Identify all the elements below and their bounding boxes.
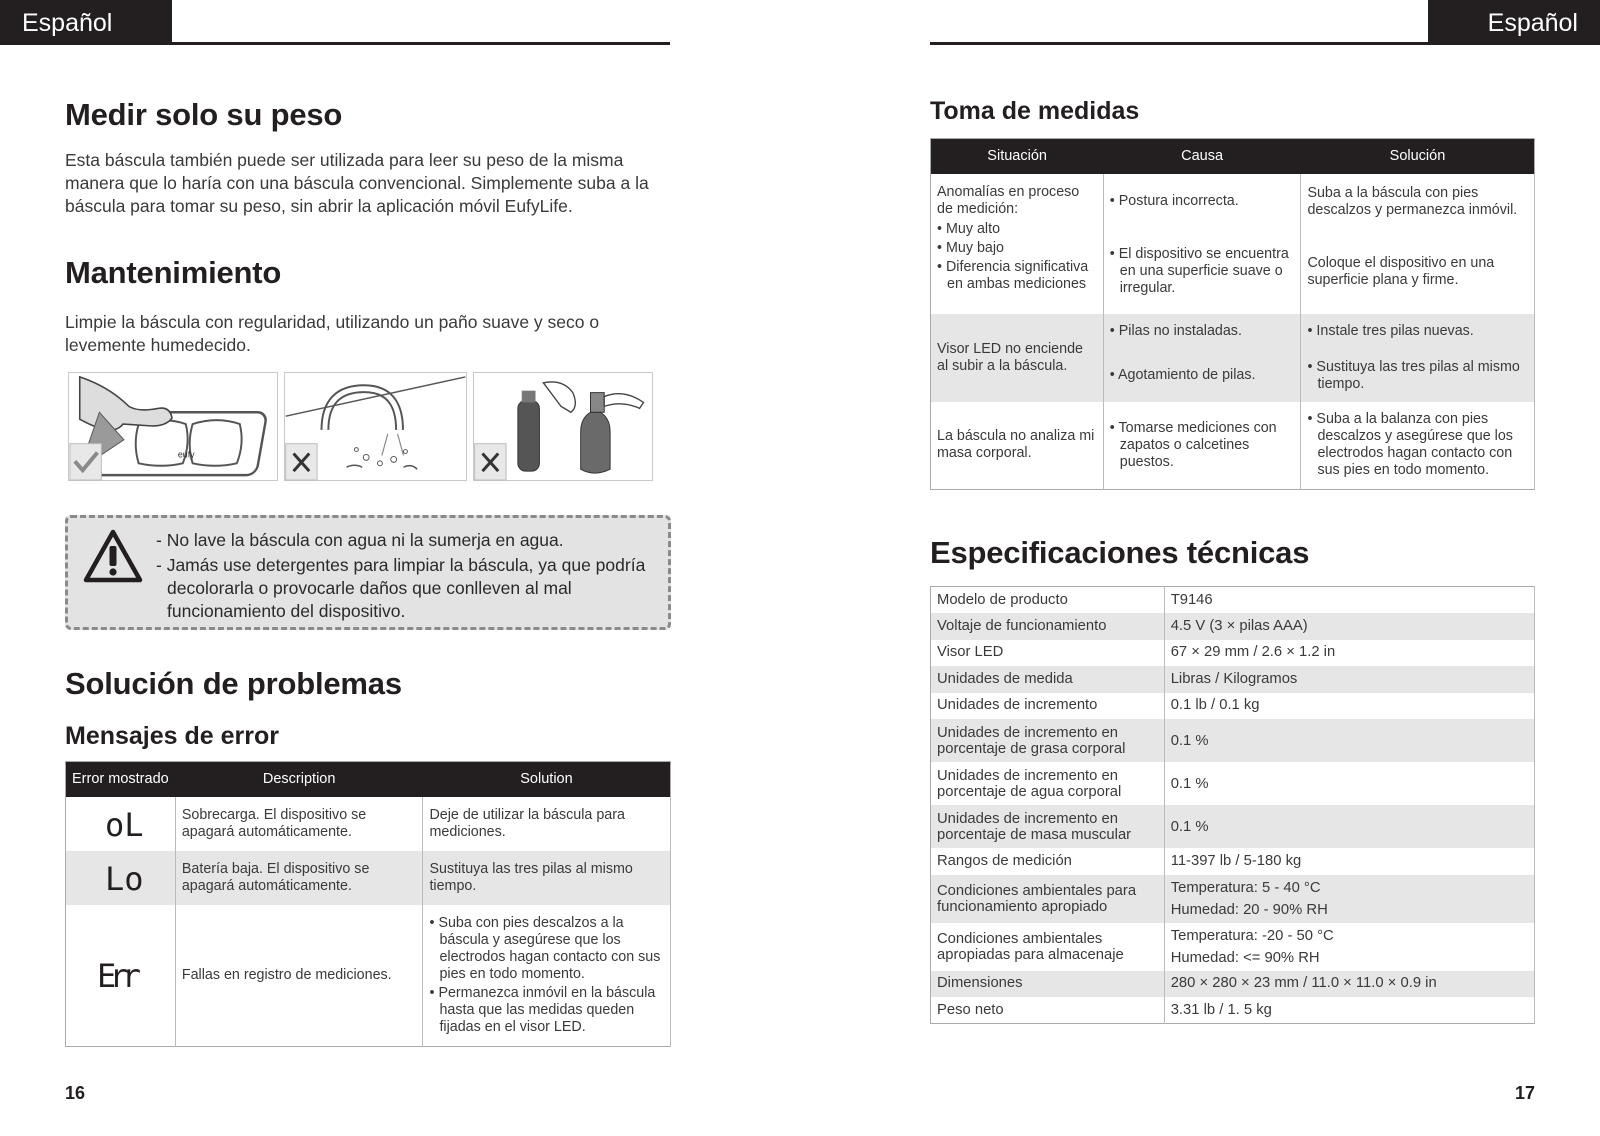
spec-value: T9146 — [1164, 587, 1534, 614]
column-header: Description — [175, 762, 423, 797]
error-messages-table — [65, 761, 671, 1047]
spec-value: Humedad: 20 - 90% RH — [1170, 901, 1328, 918]
page-number-left: 16 — [65, 1083, 86, 1103]
spec-key: Unidades de incremento en porcentaje de masa muscular — [931, 805, 1165, 848]
language-tab-right: Español — [1428, 0, 1600, 45]
column-header: Situación — [931, 139, 1104, 174]
list-item: • El dispositivo se encuentra en una superficie suave o irregular. — [1110, 246, 1295, 297]
spec-value: 0.1 % — [1164, 805, 1534, 848]
spec-value: 0.1 % — [1164, 762, 1534, 805]
spec-value: 4.5 V (3 × pilas AAA) — [1164, 613, 1534, 640]
heading-maintenance: Mantenimiento — [65, 255, 282, 290]
paragraph-weight-only: Esta báscula también puede ser utilizada para leer su peso de la misma manera que lo haría con una báscula convencional. Simplemente suba a la báscula para tomar su peso, sin abrir la aplicación móvil EufyLife. — [65, 150, 649, 216]
spec-value: 67 × 29 mm / 2.6 × 1.2 in — [1164, 640, 1534, 667]
spec-value: 0.1 lb / 0.1 kg — [1164, 693, 1534, 720]
cause-cell — [1103, 174, 1301, 230]
table-row — [931, 666, 1535, 693]
situation-cell: La báscula no analiza mi masa corporal. — [931, 402, 1104, 490]
list-item: • Suba a la balanza con pies descalzos y asegúrese que los electrodos hagan contacto con sus pies en todo momento. — [1307, 411, 1528, 479]
illustration-wipe-scale — [68, 372, 278, 481]
spec-value-cell — [1164, 923, 1534, 971]
situation-title: Anomalías en proceso de medición: — [937, 183, 1080, 217]
table-row — [931, 875, 1535, 923]
solution-cell — [1301, 350, 1535, 402]
spec-value: Temperatura: 5 - 40 °C — [1170, 879, 1321, 896]
table-row — [931, 805, 1535, 848]
page-number-right: 17 — [1514, 1083, 1535, 1103]
warning-box — [65, 515, 671, 630]
specifications-table — [930, 586, 1535, 1024]
list-item: • Sustituya las tres pilas al mismo tiempo. — [1307, 359, 1528, 393]
heading-weight-only: Medir solo su peso — [65, 97, 343, 132]
error-description: Batería baja. El dispositivo se apagará automáticamente. — [175, 851, 423, 905]
spec-key: Voltaje de funcionamiento — [931, 613, 1165, 640]
table-row — [931, 997, 1535, 1024]
spec-value: Libras / Kilogramos — [1164, 666, 1534, 693]
cause-cell — [1103, 350, 1301, 402]
solution-cell — [1301, 402, 1535, 490]
language-tab-left: Español — [0, 0, 172, 45]
heading-error-messages: Mensajes de error — [65, 722, 279, 750]
situation-cell: Visor LED no enciende al subir a la báscula. — [931, 314, 1104, 402]
led-code-ol — [105, 805, 144, 844]
led-code-lo — [105, 859, 144, 898]
illustration-no-detergent — [473, 372, 653, 481]
error-code-cell — [66, 797, 176, 851]
spec-key: Modelo de producto — [931, 587, 1165, 614]
measurements-table — [930, 138, 1535, 490]
error-description: Sobrecarga. El dispositivo se apagará automáticamente. — [175, 797, 423, 851]
spec-key: Unidades de medida — [931, 666, 1165, 693]
error-code-cell — [66, 905, 176, 1047]
table-row — [931, 719, 1535, 762]
table-row — [931, 613, 1535, 640]
table-row — [931, 693, 1535, 720]
warning-triangle-icon — [82, 528, 144, 584]
list-item: • Suba con pies descalzos a la báscula y asegúrese que los electrodos hagan contacto con sus pies en todo momento. — [429, 915, 664, 983]
heading-measurements: Toma de medidas — [930, 97, 1140, 125]
spec-value: 280 × 280 × 23 mm / 11.0 × 11.0 × 0.9 in — [1164, 971, 1534, 998]
error-solution: Deje de utilizar la báscula para mediciones. — [423, 797, 671, 851]
list-item: • Diferencia significativa en ambas mediciones — [937, 259, 1097, 293]
cause-cell — [1103, 402, 1301, 490]
spec-value: Temperatura: -20 - 50 °C — [1170, 927, 1334, 944]
led-code-text: Lo — [105, 859, 144, 898]
spec-value: 3.31 lb / 1. 5 kg — [1164, 997, 1534, 1024]
list-item: • Instale tres pilas nuevas. — [1307, 323, 1528, 340]
solution-cell: Coloque el dispositivo en una superficie plana y firme. — [1301, 230, 1535, 314]
column-header: Solución — [1301, 139, 1535, 174]
warning-item: - Jamás use detergentes para limpiar la báscula, ya que podría decolorarla o provocarle daños que conlleven al mal funcionamiento del dispositivo. — [156, 555, 646, 621]
spec-value: Humedad: <= 90% RH — [1170, 949, 1320, 966]
paragraph-maintenance: Limpie la báscula con regularidad, utilizando un paño suave y seco o levemente humedecido. — [65, 312, 600, 355]
solution-cell: Suba a la báscula con pies descalzos y permanezca inmóvil. — [1301, 174, 1535, 230]
solution-cell — [1301, 314, 1535, 350]
spec-key: Visor LED — [931, 640, 1165, 667]
table-row — [931, 402, 1535, 490]
error-description: Fallas en registro de mediciones. — [175, 905, 423, 1047]
table-row — [931, 640, 1535, 667]
led-code-text: oL — [105, 805, 144, 844]
list-item: • Muy bajo — [937, 240, 1097, 257]
column-header: Solution — [423, 762, 671, 797]
led-code-text: Err — [97, 957, 142, 996]
illustration-no-water — [284, 372, 467, 481]
left-page — [65, 0, 671, 1136]
spec-key: Unidades de incremento en porcentaje de grasa corporal — [931, 719, 1165, 762]
spec-key: Condiciones ambientales apropiadas para almacenaje — [931, 923, 1165, 971]
error-code-cell — [66, 851, 176, 905]
error-solution: Sustituya las tres pilas al mismo tiempo. — [423, 851, 671, 905]
cause-cell — [1103, 230, 1301, 314]
list-item: • Agotamiento de pilas. — [1110, 367, 1295, 384]
list-item: • Permanezca inmóvil en la báscula hasta que las medidas queden fijadas en el visor LED. — [429, 985, 664, 1036]
table-row — [66, 851, 671, 905]
spec-value: 11-397 lb / 5-180 kg — [1164, 848, 1534, 875]
column-header: Error mostrado — [66, 762, 176, 797]
spec-key: Dimensiones — [931, 971, 1165, 998]
right-page — [930, 0, 1535, 1136]
spec-key: Unidades de incremento — [931, 693, 1165, 720]
list-item: • Muy alto — [937, 221, 1097, 238]
spec-key: Rangos de medición — [931, 848, 1165, 875]
heading-specifications: Especificaciones técnicas — [930, 535, 1310, 570]
table-row — [931, 923, 1535, 971]
table-row — [931, 314, 1535, 350]
warning-item: - No lave la báscula con agua ni la sumerja en agua. — [156, 530, 564, 550]
spec-key: Peso neto — [931, 997, 1165, 1024]
spec-value-cell — [1164, 875, 1534, 923]
led-code-err — [97, 957, 143, 996]
column-header: Causa — [1103, 139, 1301, 174]
table-row — [931, 174, 1535, 230]
heading-troubleshooting: Solución de problemas — [65, 666, 402, 701]
spec-key: Unidades de incremento en porcentaje de agua corporal — [931, 762, 1165, 805]
table-row — [931, 848, 1535, 875]
illustration-brand-label: eufy — [177, 449, 195, 460]
spec-key: Condiciones ambientales para funcionamiento apropiado — [931, 875, 1165, 923]
list-item: • Tomarse mediciones con zapatos o calcetines puestos. — [1110, 420, 1295, 471]
error-solution-cell — [423, 905, 671, 1047]
cause-cell — [1103, 314, 1301, 350]
table-row — [931, 971, 1535, 998]
table-row — [931, 587, 1535, 614]
situation-cell — [931, 174, 1104, 314]
spec-value: 0.1 % — [1164, 719, 1534, 762]
list-item: • Pilas no instaladas. — [1110, 323, 1295, 340]
list-item: • Postura incorrecta. — [1110, 193, 1295, 210]
warning-list — [156, 529, 656, 625]
table-row — [931, 762, 1535, 805]
table-row — [66, 797, 671, 851]
table-row — [66, 905, 671, 1047]
